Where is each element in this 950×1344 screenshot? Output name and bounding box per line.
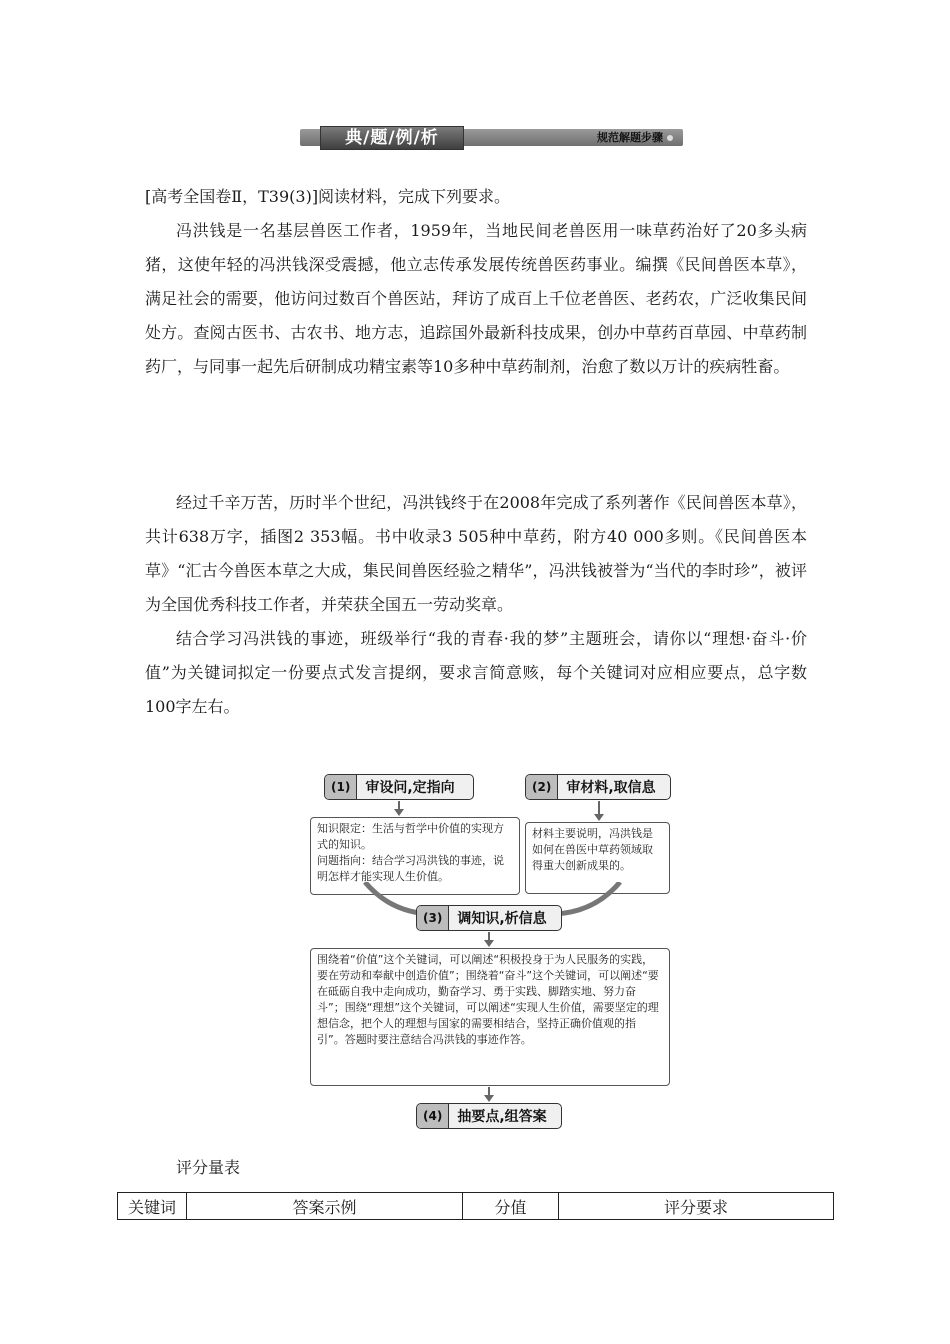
step-1-number: (1): [325, 775, 357, 799]
banner-subtitle-wrap: [597, 129, 673, 146]
material-paragraph-2: 经过千辛万苦，历时半个世纪，冯洪钱终于在2008年完成了系列著作《民间兽医本草》，共计638万字，插图2 353幅。书中收录3 505种中草药，附方40 000多则。《民间兽医本草》“汇古今兽医本草之大成，集民间兽医经验之精华”，冯洪钱被誉为“当代的李时珍”，被评为全国优秀科技工作者，并荣获全国五一劳动奖章。: [145, 493, 807, 614]
task-paragraph: 结合学习冯洪钱的事迹，班级举行“我的青春·我的梦”主题班会，请你以“理想·奋斗·价值”为关键词拟定一份要点式发言提纲，要求言简意赅，每个关键词对应相应要点，总字数100字左右。: [145, 629, 807, 716]
table-header-row: [118, 1193, 834, 1220]
step-4: [416, 1103, 562, 1129]
banner-title: 典/题/例/析: [320, 126, 464, 150]
step-4-number: (4): [417, 1104, 449, 1128]
step-2-number: (2): [526, 775, 558, 799]
knowledge-analysis-box: 围绕着“价值”这个关键词，可以阐述“积极投身于为人民服务的实践，要在劳动和奉献中创造价值”；围绕着“奋斗”这个关键词，可以阐述“要在砥砺自我中走向成功，勤奋学习、勇于实践、脚踏实地、努力奋斗”；围绕“理想”这个关键词，可以阐述“实现人生价值，需要坚定的理想信念，把个人的理想与国家的需要相结合，坚持正确价值观的指引”。答题时要注意结合冯洪钱的事迹作答。: [310, 948, 670, 1086]
scoring-table: [117, 1192, 834, 1220]
header-scoring-requirement: 评分要求: [559, 1193, 834, 1220]
step-4-label: 抽要点,组答案: [457, 1109, 547, 1125]
arrow-down-icon: [398, 801, 400, 810]
banner-subtitle: 规范解题步骤: [597, 131, 663, 144]
section-banner: [300, 126, 683, 150]
step-3-number: (3): [417, 906, 449, 930]
step-3-label: 调知识,析信息: [457, 911, 547, 927]
solution-steps-diagram: [300, 770, 680, 1130]
material-paragraph-1: 冯洪钱是一名基层兽医工作者，1959年，当地民间老兽医用一味草药治好了20多头病猪，这使年轻的冯洪钱深受震撼，他立志传承发展传统兽医药事业。编撰《民间兽医本草》，满足社会的需要，他访问过数百个兽医站，拜访了成百上千位老兽医、老药农，广泛收集民间处方。查阅古医书、古农书、地方志，追踪国外最新科技成果，创办中草药百草园、中草药制药厂，与同事一起先后研制成功精宝素等10多种中草药制剂，治愈了数以万计的疾病牲畜。: [145, 221, 807, 376]
step-1-label: 审设问,定指向: [365, 780, 455, 796]
arrow-down-icon: [598, 801, 600, 815]
arrow-down-icon: [488, 932, 490, 941]
step-3: [416, 905, 562, 931]
header-keyword: 关键词: [118, 1193, 187, 1220]
arrow-down-icon: [488, 1087, 490, 1096]
bullet-dot-icon: [667, 135, 673, 141]
material-analysis-box: 材料主要说明，冯洪钱是如何在兽医中草药领域取得重大创新成果的。: [525, 822, 670, 894]
step-2-label: 审材料,取信息: [566, 780, 656, 796]
scoring-table-title: 评分量表: [176, 1158, 241, 1177]
header-score: 分值: [463, 1193, 559, 1220]
question-intro: [高考全国卷Ⅱ，T39(3)]阅读材料，完成下列要求。: [145, 187, 511, 206]
step-2: [525, 774, 671, 800]
question-analysis-box: 知识限定：生活与哲学中价值的实现方式的知识。 问题指向：结合学习冯洪钱的事迹，说明怎样才能实现人生价值。: [310, 817, 520, 895]
header-answer-example: 答案示例: [187, 1193, 463, 1220]
step-1: [324, 774, 474, 800]
